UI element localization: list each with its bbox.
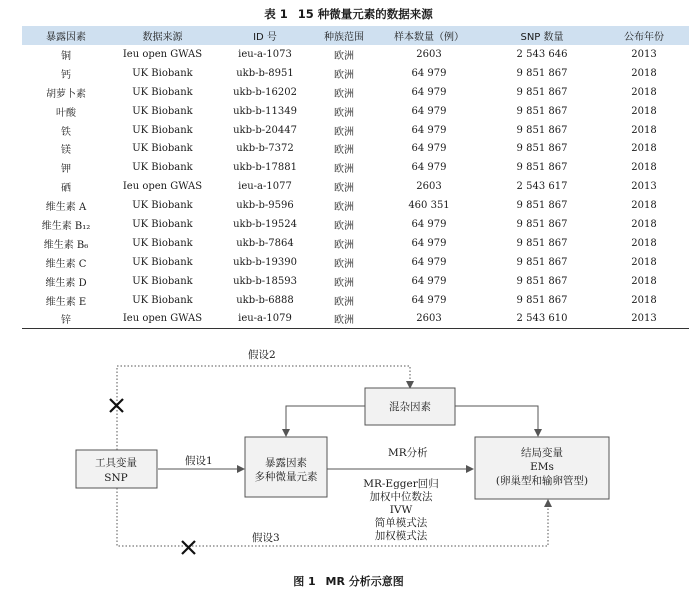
table-cell: 2018 xyxy=(631,294,657,306)
header-population: 种族范围 xyxy=(324,32,364,43)
table-cell: 2018 xyxy=(631,218,657,230)
table-row xyxy=(22,45,689,64)
table-row xyxy=(22,177,689,196)
table-cell: 欧洲 xyxy=(334,239,354,251)
table-cell: 9 851 867 xyxy=(516,294,568,306)
confounder-to-exposure xyxy=(286,406,365,436)
table-cell: 64 979 xyxy=(411,218,447,230)
table-cell: 2018 xyxy=(631,143,657,155)
table-cell: Ieu open GWAS xyxy=(110,309,215,328)
table-cell: ieu-a-1077 xyxy=(238,181,292,193)
hypothesis2-label: 假设2 xyxy=(248,349,276,361)
table-cell: UK Biobank xyxy=(132,105,193,117)
outcome-label: 结局变量 xyxy=(521,447,563,459)
table-cell: 2603 xyxy=(416,181,442,193)
table-cell: 维生素 B₆ xyxy=(43,239,89,251)
data-source-table xyxy=(22,26,689,329)
table-cell: UK Biobank xyxy=(132,143,193,155)
table-cell: 2018 xyxy=(631,256,657,268)
table-cell: UK Biobank xyxy=(132,237,193,249)
table-cell: 9 851 867 xyxy=(516,237,568,249)
header-id: ID 号 xyxy=(253,32,277,43)
table-cell: ukb-b-16202 xyxy=(233,86,297,98)
table-number: 表 1 xyxy=(264,7,288,21)
table-cell: 维生素 D xyxy=(45,277,87,289)
cross-icon xyxy=(182,541,195,554)
table-cell: 欧洲 xyxy=(334,164,354,176)
table-cell: 64 979 xyxy=(411,67,447,79)
table-cell: UK Biobank xyxy=(132,67,193,79)
table-cell: 64 979 xyxy=(411,256,447,268)
table-cell: 叶酸 xyxy=(56,107,76,119)
table-cell: 460 351 xyxy=(408,200,450,212)
table-row xyxy=(22,102,689,121)
table-cell: 2 543 610 xyxy=(485,309,599,328)
header-year: 公布年份 xyxy=(624,32,664,43)
table-cell: 2 543 646 xyxy=(516,48,568,60)
table-header-row xyxy=(22,26,689,45)
table-cell: 2603 xyxy=(416,48,442,60)
table-cell: UK Biobank xyxy=(132,256,193,268)
table-cell: ukb-b-17881 xyxy=(233,162,297,174)
method-ivw: IVW xyxy=(389,504,413,516)
table-cell: 64 979 xyxy=(411,237,447,249)
method-weighted-median: 加权中位数法 xyxy=(369,491,433,503)
table-cell: ieu-a-1079 xyxy=(215,309,315,328)
table-cell: 64 979 xyxy=(411,124,447,136)
table-row xyxy=(22,83,689,102)
table-cell: 欧洲 xyxy=(334,107,354,119)
table-cell: 欧洲 xyxy=(334,88,354,100)
confounder-to-outcome xyxy=(455,406,538,436)
table-row xyxy=(22,253,689,272)
table-cell: 铁 xyxy=(61,126,71,138)
table-row xyxy=(22,121,689,140)
method-mr-egger: MR-Egger回归 xyxy=(363,478,439,490)
table-cell: 硒 xyxy=(61,183,71,195)
header-source: 数据来源 xyxy=(142,32,183,43)
table-cell: 2018 xyxy=(631,105,657,117)
instrument-snp: SNP xyxy=(104,472,128,484)
table-cell: 欧洲 xyxy=(334,258,354,270)
table-row xyxy=(22,64,689,83)
table-cell: 欧洲 xyxy=(334,145,354,157)
table-cell: ukb-b-7864 xyxy=(236,237,294,249)
table-cell: ukb-b-18593 xyxy=(233,275,297,287)
table-cell: 9 851 867 xyxy=(516,275,568,287)
outcome-ems: EMs xyxy=(530,461,554,473)
mr-label: MR分析 xyxy=(388,447,428,459)
table-cell: 64 979 xyxy=(411,143,447,155)
table-cell: 64 979 xyxy=(411,294,447,306)
table-row xyxy=(22,291,689,310)
table-cell: 维生素 E xyxy=(45,296,87,308)
table-cell: 2018 xyxy=(631,67,657,79)
table-cell: 维生素 C xyxy=(45,258,87,270)
table-row xyxy=(22,234,689,253)
table-cell: UK Biobank xyxy=(132,124,193,136)
table-cell: 2013 xyxy=(599,309,689,328)
table-cell: 欧洲 xyxy=(334,183,354,195)
table-cell: 9 851 867 xyxy=(516,67,568,79)
exposure-detail: 多种微量元素 xyxy=(254,471,318,483)
table-cell: 64 979 xyxy=(411,162,447,174)
table-cell: ukb-b-19524 xyxy=(233,218,297,230)
table-row xyxy=(22,309,689,328)
table-cell: Ieu open GWAS xyxy=(122,181,203,193)
table-cell: 钙 xyxy=(61,69,71,81)
table-cell: 欧洲 xyxy=(334,69,354,81)
table-cell: 2 543 617 xyxy=(516,181,568,193)
table-cell: 64 979 xyxy=(411,86,447,98)
hypothesis1-label: 假设1 xyxy=(185,455,213,467)
table-cell: 9 851 867 xyxy=(516,162,568,174)
table-row xyxy=(22,215,689,234)
table-cell: 2018 xyxy=(631,275,657,287)
hypothesis3-label: 假设3 xyxy=(252,532,280,544)
table-row xyxy=(22,139,689,158)
table-cell: 欧洲 xyxy=(334,126,354,138)
table-cell: 2018 xyxy=(631,162,657,174)
method-simple-mode: 简单模式法 xyxy=(374,517,428,529)
table-cell: 欧洲 xyxy=(334,220,354,232)
table-cell: 维生素 B₁₂ xyxy=(41,220,91,232)
exposure-label: 暴露因素 xyxy=(265,457,307,469)
table-cell: Ieu open GWAS xyxy=(122,48,203,60)
figure-caption xyxy=(0,573,697,589)
table-cell: UK Biobank xyxy=(132,275,193,287)
table-cell: UK Biobank xyxy=(132,218,193,230)
table-cell: ieu-a-1073 xyxy=(238,48,292,60)
header-exposure: 暴露因素 xyxy=(46,32,86,43)
table-cell: ukb-b-6888 xyxy=(236,294,294,306)
table-cell: 9 851 867 xyxy=(516,105,568,117)
instrument-label: 工具变量 xyxy=(95,457,137,469)
table-cell: 2603 xyxy=(373,309,485,328)
table-title-text: 15 种微量元素的数据来源 xyxy=(297,7,433,21)
table-cell: 2013 xyxy=(631,48,657,60)
mr-diagram xyxy=(0,340,697,570)
table-title xyxy=(0,6,697,22)
table-cell: 64 979 xyxy=(411,275,447,287)
figure-title: MR 分析示意图 xyxy=(325,575,404,588)
table-cell: ukb-b-7372 xyxy=(236,143,294,155)
outcome-subtype: (卵巢型和输卵管型) xyxy=(495,475,589,487)
table-cell: 9 851 867 xyxy=(516,86,568,98)
table-row xyxy=(22,196,689,215)
table-cell: UK Biobank xyxy=(132,86,193,98)
confounder-label: 混杂因素 xyxy=(389,401,431,413)
table-cell: 64 979 xyxy=(411,105,447,117)
table-cell: 2018 xyxy=(631,124,657,136)
table-row xyxy=(22,272,689,291)
table-cell: 锌 xyxy=(22,309,110,328)
table-cell: 胡萝卜素 xyxy=(46,88,86,100)
table-cell: ukb-b-9596 xyxy=(236,200,294,212)
table-cell: UK Biobank xyxy=(132,200,193,212)
table-cell: 欧洲 xyxy=(334,50,354,62)
table-cell: 维生素 A xyxy=(45,202,87,214)
table-cell: UK Biobank xyxy=(132,162,193,174)
table-cell: 欧洲 xyxy=(334,277,354,289)
header-sample-size: 样本数量（例） xyxy=(394,32,464,43)
table-cell: ukb-b-19390 xyxy=(233,256,297,268)
table-cell: 2018 xyxy=(631,200,657,212)
table-cell: 9 851 867 xyxy=(516,143,568,155)
table-cell: 钾 xyxy=(61,164,71,176)
table-row xyxy=(22,158,689,177)
table-cell: ukb-b-20447 xyxy=(233,124,297,136)
table-cell: 9 851 867 xyxy=(516,218,568,230)
table-cell: 9 851 867 xyxy=(516,124,568,136)
table-cell: ukb-b-8951 xyxy=(236,67,294,79)
table-cell: 欧洲 xyxy=(315,309,373,328)
table-cell: 2013 xyxy=(631,181,657,193)
figure-number: 图 1 xyxy=(293,575,316,588)
method-weighted-mode: 加权模式法 xyxy=(374,530,428,542)
table-cell: UK Biobank xyxy=(132,294,193,306)
table-cell: 铜 xyxy=(61,50,71,62)
table-cell: 欧洲 xyxy=(334,296,354,308)
header-snp-count: SNP 数量 xyxy=(520,32,564,43)
table-cell: ukb-b-11349 xyxy=(233,105,297,117)
table-cell: 2018 xyxy=(631,86,657,98)
table-cell: 镁 xyxy=(61,145,71,157)
table-cell: 2018 xyxy=(631,237,657,249)
table-cell: 欧洲 xyxy=(334,202,354,214)
table-cell: 9 851 867 xyxy=(516,256,568,268)
table-cell: 9 851 867 xyxy=(516,200,568,212)
